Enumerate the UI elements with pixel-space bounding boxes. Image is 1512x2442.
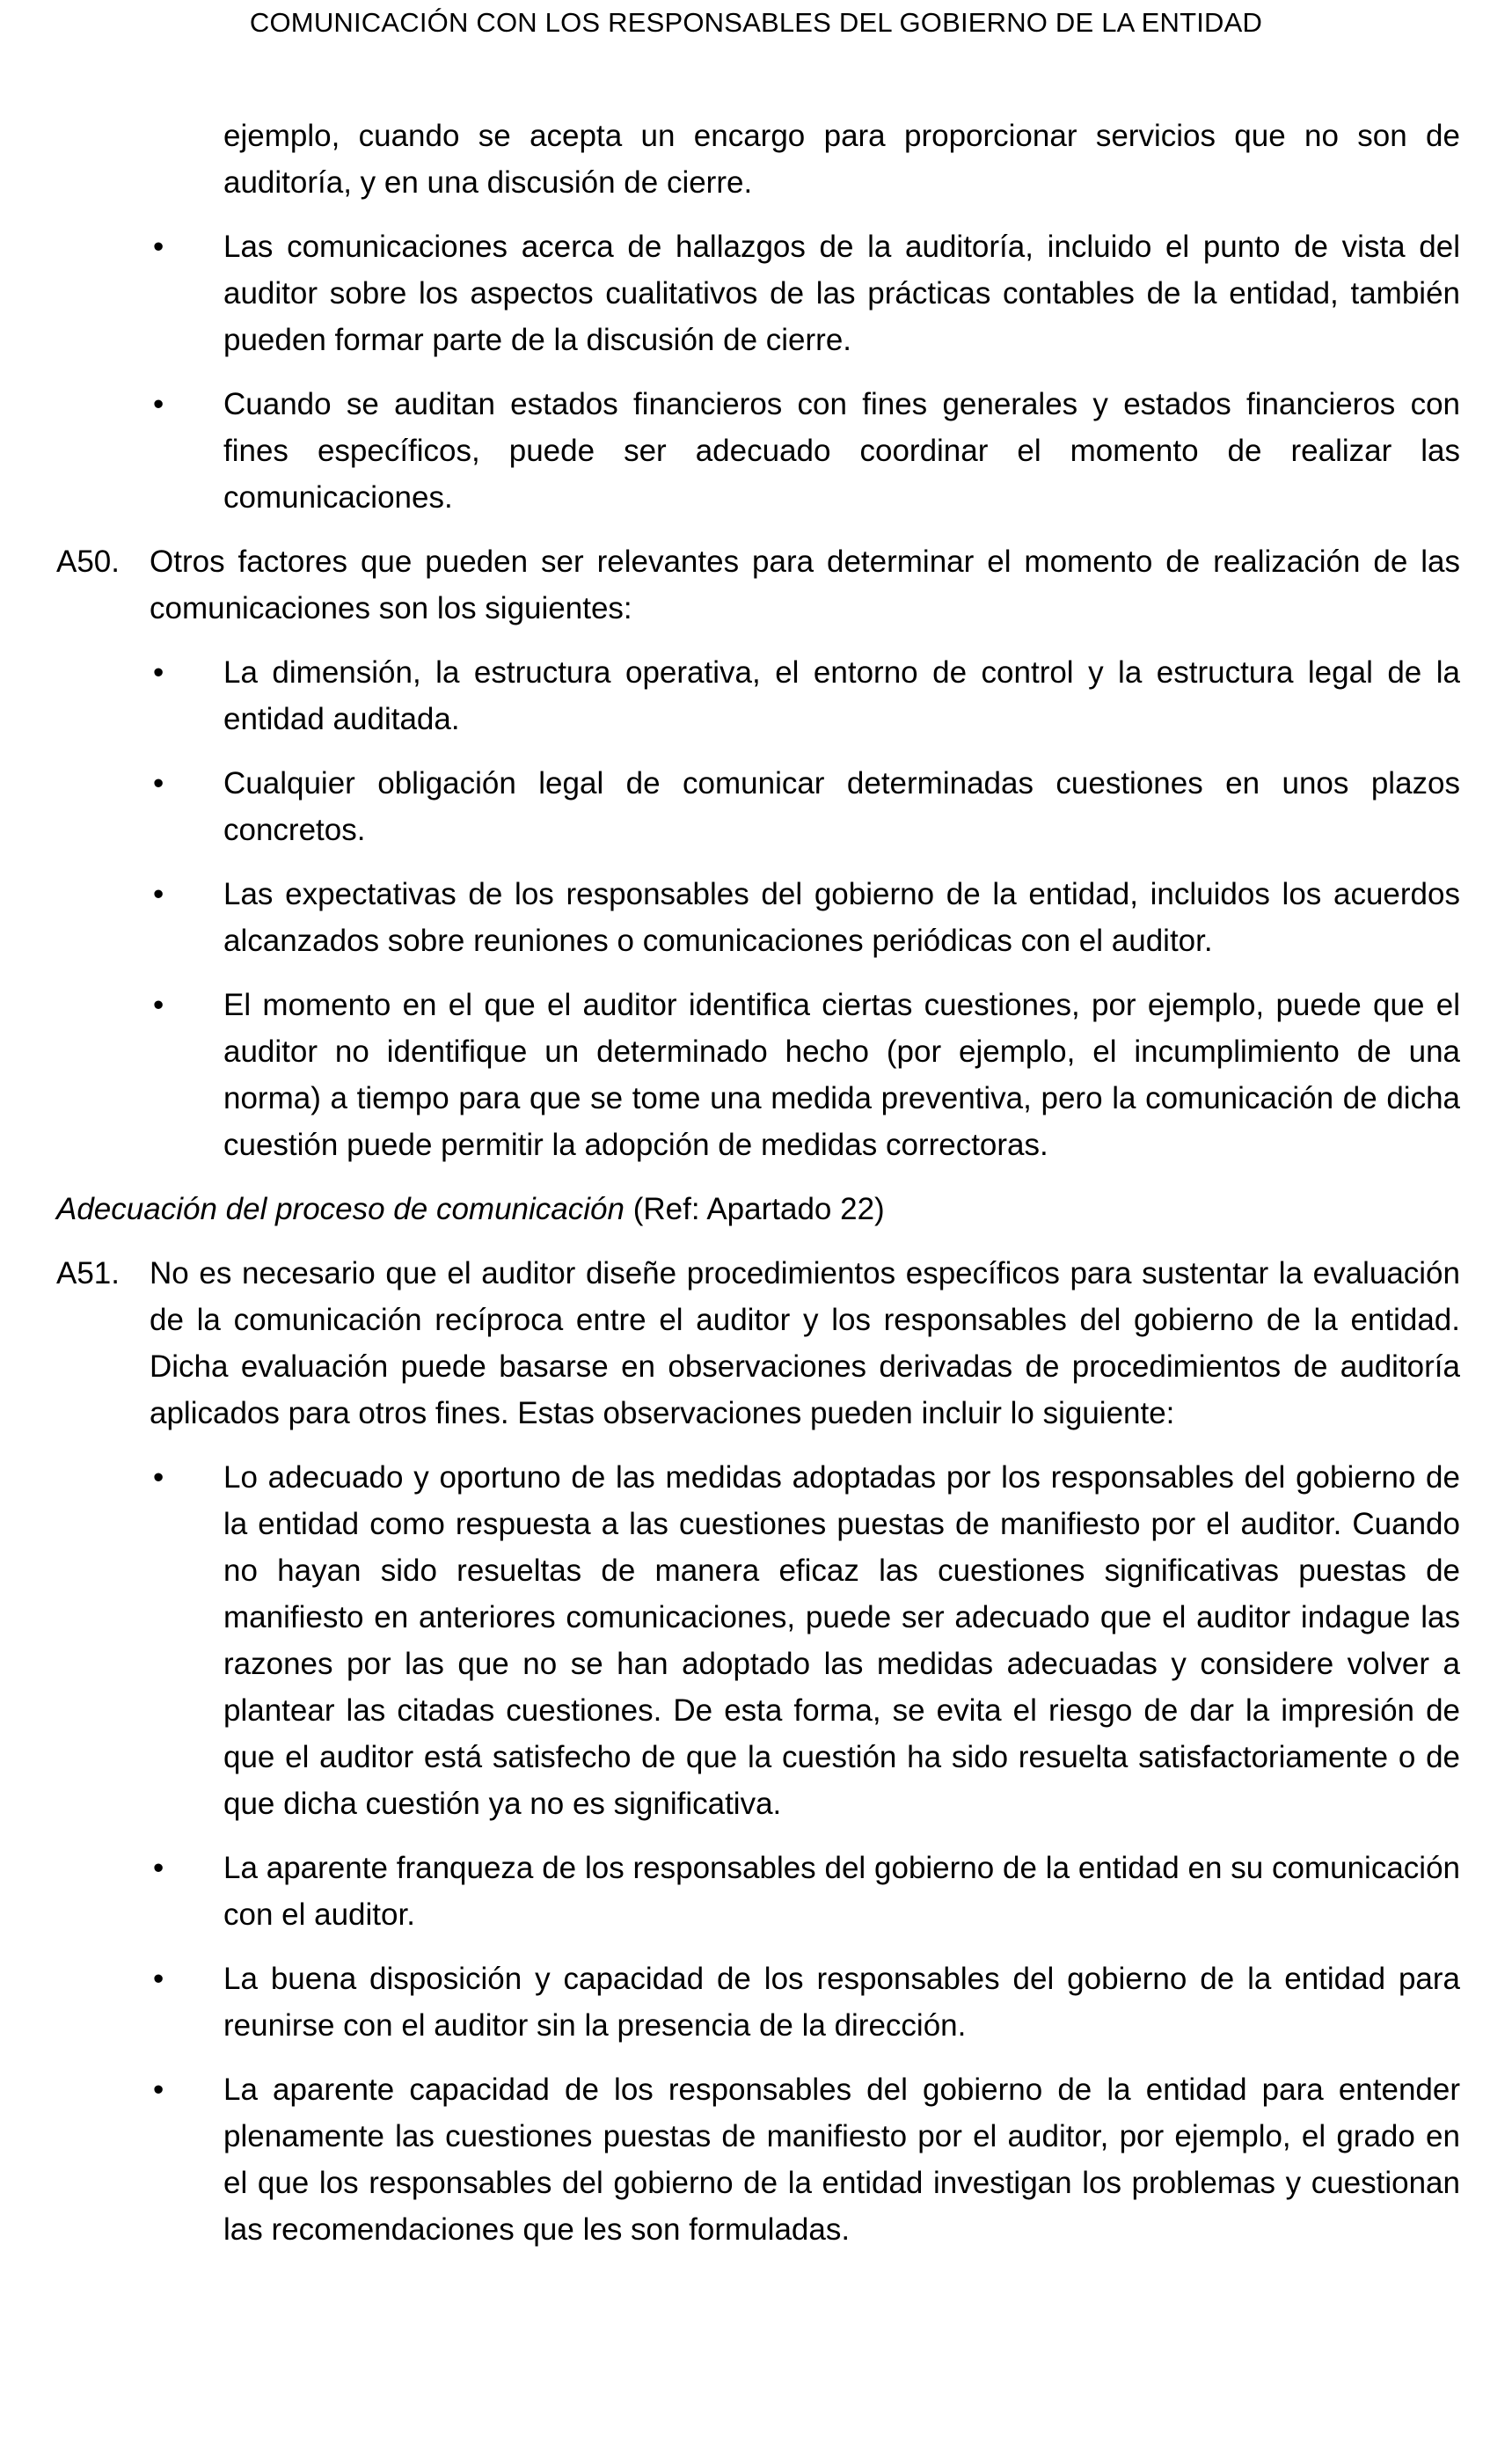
bullet-icon: • xyxy=(153,387,164,421)
paragraph-text: No es necesario que el auditor diseñe procedimientos específicos para sustentar la evaluación de la comunicación recíproca entre el auditor y los responsables del gobierno de la entidad. Dicha evaluación puede basarse en observaciones derivadas de procedimientos de auditoría aplicados para otros fines. Estas observaciones pueden incluir lo siguiente: xyxy=(150,1256,1460,1430)
list-item: • La aparente capacidad de los responsables del gobierno de la entidad para entender plenamente las cuestiones puestas de manifiesto por el auditor, por ejemplo, el grado en el que los responsables del gobierno de la entidad investigan los problemas y cuestionan las recomendaciones que les son formuladas. xyxy=(56,2066,1460,2253)
bullet-icon: • xyxy=(153,766,164,801)
list-item: • La dimensión, la estructura operativa, el entorno de control y la estructura legal de la entidad auditada. xyxy=(56,649,1460,742)
paragraph-text: Otros factores que pueden ser relevantes para determinar el momento de realización de las comunicaciones son los siguientes: xyxy=(150,545,1460,625)
bullet-icon: • xyxy=(153,1962,164,1996)
bullet-list-a50 xyxy=(56,649,1460,1168)
paragraph-a51 xyxy=(56,1250,1460,1437)
bullet-icon: • xyxy=(153,655,164,690)
section-reference: (Ref: Apartado 22) xyxy=(632,1192,885,1226)
continuation-text: ejemplo, cuando se acepta un encargo para proporcionar servicios que no son de auditoría, y en una discusión de cierre. xyxy=(223,119,1460,200)
list-item: • Cuando se auditan estados financieros con fines generales y estados financieros con fines específicos, puede ser adecuado coordinar el momento de realizar las comunicaciones. xyxy=(56,381,1460,521)
list-item: • Lo adecuado y oportuno de las medidas adoptadas por los responsables del gobierno de la entidad como respuesta a las cuestiones puestas de manifiesto por el auditor. Cuando no hayan sido resueltas de manera eficaz las cuestiones significativas puestas de manifiesto en anteriores comunicaciones, puede ser adecuado que el auditor indague las razones por las que no se han adoptado las medidas adecuadas y considere volver a plantear las citadas cuestiones. De esta forma, se evita el riesgo de dar la impresión de que el auditor está satisfecho de que la cuestión ha sido resuelta satisfactoriamente o de que dicha cuestión ya no es significativa. xyxy=(56,1454,1460,1827)
bullet-icon: • xyxy=(153,877,164,911)
bullet-icon: • xyxy=(153,230,164,264)
list-item: • Cualquier obligación legal de comunicar determinadas cuestiones en unos plazos concretos. xyxy=(56,760,1460,853)
bullet-list-closing xyxy=(56,223,1460,521)
bullet-icon: • xyxy=(153,1851,164,1885)
paragraph-number: A51. xyxy=(56,1256,120,1290)
list-item: • La buena disposición y capacidad de los responsables del gobierno de la entidad para reunirse con el auditor sin la presencia de la dirección. xyxy=(56,1956,1460,2049)
running-header: COMUNICACIÓN CON LOS RESPONSABLES DEL GOBIERNO DE LA ENTIDAD xyxy=(249,7,1263,38)
section-heading xyxy=(56,1186,1460,1232)
list-item: • El momento en el que el auditor identifica ciertas cuestiones, por ejemplo, puede que el auditor no identifique un determinado hecho (por ejemplo, el incumplimiento de una norma) a tiempo para que se tome una medida preventiva, pero la comunicación de dicha cuestión puede permitir la adopción de medidas correctoras. xyxy=(56,982,1460,1168)
section-title: Adecuación del proceso de comunicación xyxy=(56,1192,625,1226)
paragraph-number: A50. xyxy=(56,545,120,579)
bullet-list-a51 xyxy=(56,1454,1460,2253)
list-item: • Las expectativas de los responsables del gobierno de la entidad, incluidos los acuerdos alcanzados sobre reuniones o comunicaciones periódicas con el auditor. xyxy=(56,871,1460,964)
paragraph-a50 xyxy=(56,538,1460,632)
bullet-icon: • xyxy=(153,988,164,1022)
bullet-icon: • xyxy=(153,2073,164,2107)
list-item: • Las comunicaciones acerca de hallazgos de la auditoría, incluido el punto de vista del auditor sobre los aspectos cualitativos de las prácticas contables de la entidad, también pueden formar parte de la discusión de cierre. xyxy=(56,223,1460,363)
list-item: • La aparente franqueza de los responsables del gobierno de la entidad en su comunicación con el auditor. xyxy=(56,1845,1460,1938)
document-body xyxy=(56,113,1460,2253)
bullet-icon: • xyxy=(153,1460,164,1495)
